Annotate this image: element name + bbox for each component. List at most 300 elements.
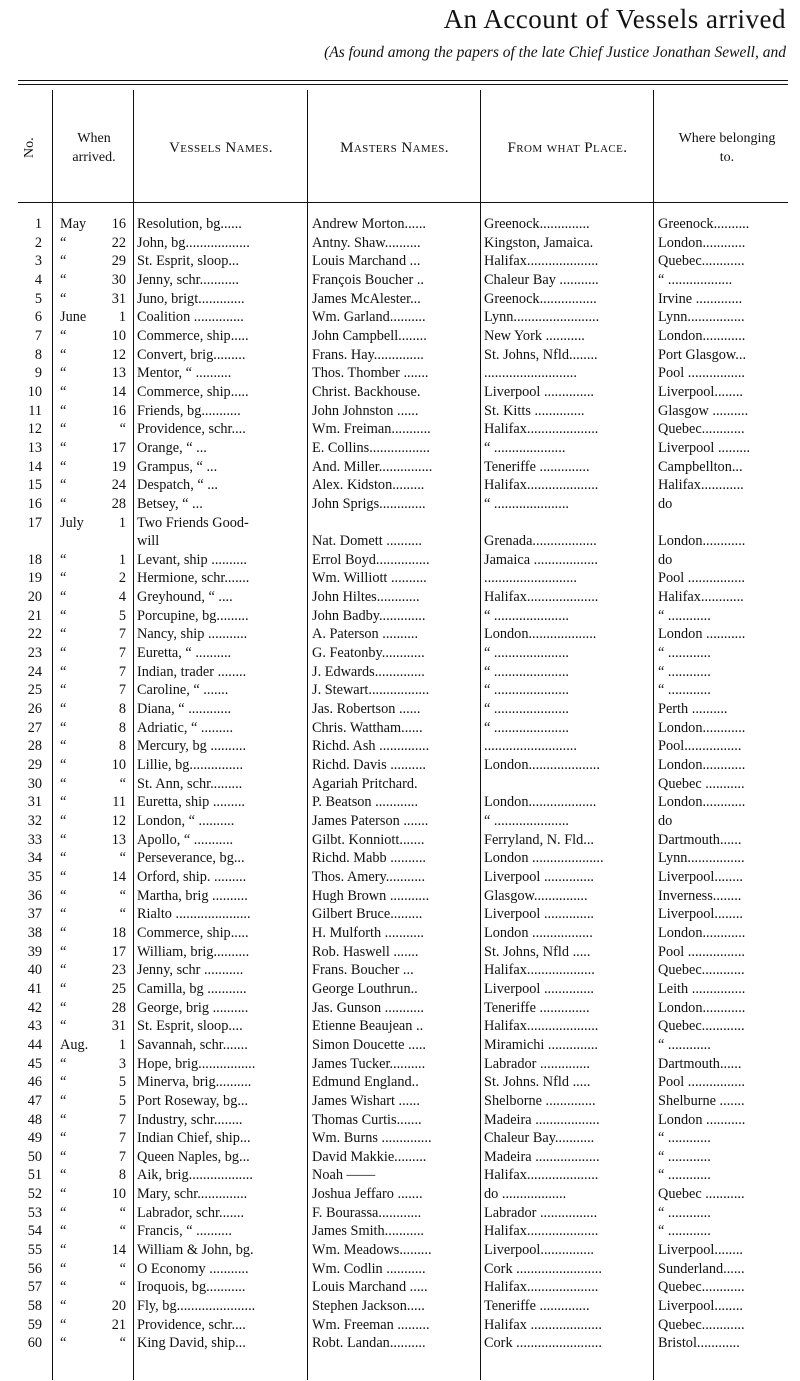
from-place: Halifax.................... — [484, 477, 599, 494]
arrival-day: 3 — [118, 1055, 126, 1072]
arrival-day: 10 — [111, 1186, 126, 1203]
table-row — [0, 1129, 800, 1148]
master-name: Jas. Gunson ........... — [312, 999, 424, 1016]
vessel-name: Despatch, “ ... — [137, 477, 218, 494]
vessel-name: Lillie, bg............... — [137, 757, 244, 774]
master-name: Joshua Jeffaro ....... — [312, 1186, 423, 1203]
vessel-name: Orford, ship. ......... — [137, 868, 247, 885]
belonging-to: Quebec............ — [658, 253, 745, 270]
master-name: P. Beatson ............ — [312, 794, 419, 811]
arrival-day: “ — [119, 1204, 126, 1221]
arrival-month: “ — [60, 477, 67, 494]
arrival-month: “ — [60, 1130, 67, 1147]
table-row — [0, 737, 800, 756]
arrival-month: “ — [60, 663, 67, 680]
from-place: Halifax.................... — [484, 1223, 599, 1240]
table-row — [0, 1166, 800, 1185]
master-name: Hugh Brown ........... — [312, 887, 430, 904]
arrival-month: “ — [60, 234, 67, 251]
row-number: 8 — [34, 346, 42, 363]
vessel-name: Greyhound, “ .... — [137, 589, 233, 606]
arrival-day: 29 — [111, 253, 126, 270]
vessel-name: St. Esprit, sloop... — [137, 253, 240, 270]
row-number: 37 — [27, 906, 42, 923]
row-number: 43 — [27, 1018, 42, 1035]
master-name: John Sprigs............. — [312, 495, 426, 512]
vessel-name: St. Ann, schr......... — [137, 775, 243, 792]
arrival-day: 5 — [118, 1092, 126, 1109]
belonging-to: Liverpool........ — [658, 1242, 743, 1259]
arrival-month: “ — [60, 589, 67, 606]
arrival-month: “ — [60, 980, 67, 997]
arrival-month: “ — [60, 1279, 67, 1296]
table-row — [0, 495, 800, 514]
row-number: 12 — [27, 421, 42, 438]
from-place: Teneriffe .............. — [484, 458, 590, 475]
master-name: Gilbt. Konniott....... — [312, 831, 425, 848]
belonging-to: Pool ................ — [658, 570, 745, 587]
vessel-name: Euretta, “ .......... — [137, 645, 232, 662]
vessel-name: Martha, brig .......... — [137, 887, 248, 904]
arrival-month: “ — [60, 831, 67, 848]
arrival-day: 19 — [111, 458, 126, 475]
row-number: 17 — [27, 514, 42, 531]
from-place: Halifax................... — [484, 962, 595, 979]
master-name: Chris. Wattham...... — [312, 719, 423, 736]
belonging-to: “ ............ — [658, 682, 711, 699]
arrival-day: 28 — [111, 999, 126, 1016]
arrival-day: 8 — [118, 701, 126, 718]
arrival-day: 14 — [111, 1242, 126, 1259]
vessel-name: Betsey, “ ... — [137, 495, 203, 512]
master-name: Etienne Beaujean .. — [312, 1018, 424, 1035]
row-number: 48 — [27, 1111, 42, 1128]
header-where-belonging: Where belonging to. — [678, 131, 776, 165]
from-place: Kingston, Jamaica. — [484, 234, 594, 251]
master-name: Alex. Kidston......... — [312, 477, 425, 494]
arrival-month: “ — [60, 719, 67, 736]
belonging-to: “ ............ — [658, 645, 711, 662]
table-row — [0, 551, 800, 570]
from-place: Liverpool .............. — [484, 868, 594, 885]
row-number: 23 — [27, 645, 42, 662]
from-place: Ferryland, N. Fld... — [484, 831, 594, 848]
arrival-month: “ — [60, 757, 67, 774]
table-row — [0, 1092, 800, 1111]
master-name: Richd. Davis .......... — [312, 757, 426, 774]
arrival-day: 1 — [118, 1036, 126, 1053]
from-place: “ ..................... — [484, 663, 569, 680]
table-row — [0, 1204, 800, 1223]
table-row — [0, 1017, 800, 1036]
belonging-to: “ ............ — [658, 1148, 711, 1165]
arrival-month: “ — [60, 1074, 67, 1091]
belonging-to: “ ............ — [658, 663, 711, 680]
arrival-day: 22 — [111, 234, 126, 251]
row-number: 7 — [34, 327, 42, 344]
vessel-name: Providence, schr.... — [137, 1316, 246, 1333]
row-number: 21 — [27, 607, 42, 624]
arrival-month: “ — [60, 1148, 67, 1165]
from-place: Madeira .................. — [484, 1111, 600, 1128]
master-name: Louis Marchand ..... — [312, 1279, 428, 1296]
master-name: Richd. Mabb .......... — [312, 850, 426, 867]
vessel-name: Port Roseway, bg... — [137, 1092, 249, 1109]
master-name: John Johnston ...... — [312, 402, 419, 419]
master-name: John Campbell........ — [312, 327, 427, 344]
belonging-to: Greenock.......... — [658, 216, 750, 232]
table-row — [0, 458, 800, 477]
master-name: Louis Marchand ... — [312, 253, 421, 270]
master-name: David Makkie......... — [312, 1148, 427, 1165]
vessel-name: Nancy, ship ........... — [137, 626, 248, 643]
row-number: 14 — [27, 458, 42, 475]
belonging-to: do — [658, 813, 673, 829]
arrival-day: “ — [119, 421, 126, 438]
master-name: Thomas Curtis....... — [312, 1111, 422, 1128]
vessel-name: Queen Naples, bg... — [137, 1148, 250, 1165]
master-name: Thos. Thomber ....... — [312, 365, 429, 382]
arrival-month: “ — [60, 794, 67, 811]
vessel-name: Friends, bg........... — [137, 402, 241, 419]
master-name: Wm. Meadows......... — [312, 1242, 432, 1259]
top-rule-double — [18, 84, 788, 85]
belonging-to: Lynn................ — [658, 309, 745, 326]
arrival-month: “ — [60, 327, 67, 344]
table-row — [0, 346, 800, 365]
header-when-arrived: When arrived. — [72, 131, 116, 165]
vessel-name: Minerva, brig.......... — [137, 1074, 252, 1091]
belonging-to: Quebec............ — [658, 1316, 745, 1333]
table-row — [0, 831, 800, 850]
belonging-to: “ ............ — [658, 1167, 711, 1184]
belonging-to: Dartmouth...... — [658, 831, 742, 848]
table-row — [0, 532, 800, 551]
from-place: Labrador ................ — [484, 1204, 598, 1221]
table-row — [0, 644, 800, 663]
belonging-to: do — [658, 551, 673, 568]
from-place: .......................... — [484, 738, 577, 755]
vessel-name: William & John, bg. — [137, 1242, 254, 1259]
from-place: St. Johns. Nfld ..... — [484, 1074, 591, 1091]
row-number: 59 — [27, 1316, 42, 1333]
table-row — [0, 1185, 800, 1204]
master-name: Christ. Backhouse. — [312, 383, 421, 400]
vessel-name: Coalition .............. — [137, 309, 244, 326]
vessel-name: Mercury, bg .......... — [137, 738, 247, 755]
from-place: St. Kitts .............. — [484, 402, 585, 419]
table-row — [0, 234, 800, 253]
table-row — [0, 868, 800, 887]
table-row — [0, 383, 800, 402]
from-place: Halifax.................... — [484, 1018, 599, 1035]
arrival-month: “ — [60, 813, 67, 829]
vessel-name: King David, ship... — [137, 1335, 246, 1352]
belonging-to: Pool ................ — [658, 943, 745, 960]
from-place: London................... — [484, 626, 597, 643]
row-number: 54 — [27, 1223, 42, 1240]
arrival-day: 13 — [111, 831, 126, 848]
belonging-to: Quebec............ — [658, 421, 745, 438]
arrival-month: “ — [60, 1335, 67, 1352]
from-place: Glasgow............... — [484, 887, 588, 904]
table-row — [0, 327, 800, 346]
arrival-day: 8 — [118, 719, 126, 736]
arrival-month: May — [60, 216, 87, 232]
arrival-day: 12 — [111, 813, 126, 829]
from-place: “ ..................... — [484, 645, 569, 662]
from-place: Labrador .............. — [484, 1055, 591, 1072]
arrival-month: “ — [60, 551, 67, 568]
vessel-name: Euretta, ship ......... — [137, 794, 246, 811]
table-row — [0, 290, 800, 309]
row-number: 40 — [27, 962, 42, 979]
master-name: J. Edwards.............. — [312, 663, 425, 680]
row-number: 11 — [28, 402, 42, 419]
vessel-name: Camilla, bg ........... — [137, 980, 247, 997]
from-place: London.................... — [484, 757, 600, 774]
master-name: Antny. Shaw.......... — [312, 234, 421, 251]
belonging-to: Pool ................ — [658, 365, 745, 382]
header-masters-names: Masters Names. — [340, 139, 449, 156]
master-name: François Boucher .. — [312, 271, 424, 288]
from-place: Greenock................ — [484, 290, 597, 307]
table-row — [0, 793, 800, 812]
master-name: Rob. Haswell ....... — [312, 943, 419, 960]
row-number: 38 — [27, 924, 42, 941]
row-number: 13 — [27, 439, 42, 456]
master-name: F. Bourassa............ — [312, 1204, 422, 1221]
table-row — [0, 1278, 800, 1297]
from-place: Shelborne .............. — [484, 1092, 596, 1109]
arrival-day: “ — [119, 906, 126, 923]
arrival-month: June — [60, 309, 87, 326]
table-row — [0, 514, 800, 533]
belonging-to: Leith ............... — [658, 980, 746, 997]
table-row — [0, 1055, 800, 1074]
belonging-to: Quebec............ — [658, 962, 745, 979]
master-name: J. Stewart................. — [312, 682, 430, 699]
belonging-to: Campbellton... — [658, 458, 743, 475]
arrival-month: “ — [60, 962, 67, 979]
row-number: 1 — [34, 216, 42, 232]
belonging-to: Shelburne ....... — [658, 1092, 745, 1109]
arrival-month: “ — [60, 383, 67, 400]
row-number: 60 — [27, 1335, 42, 1352]
table-row — [0, 1111, 800, 1130]
arrival-month: “ — [60, 458, 67, 475]
from-place: Chaleur Bay........... — [484, 1130, 595, 1147]
vessel-name: Commerce, ship..... — [137, 924, 249, 941]
belonging-to: Liverpool........ — [658, 1298, 743, 1315]
vessel-name: John, bg.................. — [137, 234, 250, 251]
row-number: 5 — [34, 290, 42, 307]
row-number: 47 — [27, 1092, 42, 1109]
belonging-to: Glasgow .......... — [658, 402, 749, 419]
row-number: 46 — [27, 1074, 42, 1091]
belonging-to: Pool ................ — [658, 1074, 745, 1091]
arrival-month: “ — [60, 1111, 67, 1128]
master-name: Frans. Boucher ... — [312, 962, 414, 979]
arrival-day: 7 — [118, 1130, 126, 1147]
vessel-name: Hope, brig................ — [137, 1055, 256, 1072]
from-place: “ ..................... — [484, 682, 569, 699]
arrival-month: “ — [60, 1242, 67, 1259]
table-row — [0, 924, 800, 943]
arrival-day: 30 — [111, 271, 126, 288]
from-place: Greenock.............. — [484, 216, 590, 232]
row-number: 4 — [34, 271, 42, 288]
table-row — [0, 271, 800, 290]
from-place: “ ..................... — [484, 607, 569, 624]
vessel-name: Savannah, schr....... — [137, 1036, 248, 1053]
arrival-month: “ — [60, 1204, 67, 1221]
vessel-name: Francis, “ .......... — [137, 1223, 232, 1240]
table-row — [0, 215, 800, 234]
from-place: “ ..................... — [484, 813, 569, 829]
belonging-to: London............ — [658, 794, 746, 811]
from-place: Jamaica .................. — [484, 551, 598, 568]
arrival-month: “ — [60, 271, 67, 288]
table-row — [0, 681, 800, 700]
table-row — [0, 1241, 800, 1260]
vessel-name: George, brig .......... — [137, 999, 249, 1016]
row-number: 2 — [34, 234, 42, 251]
from-place: “ ..................... — [484, 719, 569, 736]
arrival-day: 12 — [111, 346, 126, 363]
table-row — [0, 1297, 800, 1316]
arrival-day: 5 — [118, 1074, 126, 1091]
master-name: James Wishart ...... — [312, 1092, 420, 1109]
from-place: Grenada.................. — [484, 533, 597, 550]
row-number: 24 — [27, 663, 42, 680]
belonging-to: “ ............ — [658, 1130, 711, 1147]
vessel-name: Diana, “ ............ — [137, 701, 232, 718]
from-place: St. Johns, Nfld ..... — [484, 943, 591, 960]
header-no: No. — [22, 137, 37, 158]
arrival-day: 25 — [111, 980, 126, 997]
from-place: .......................... — [484, 570, 577, 587]
arrival-day: 20 — [111, 1298, 126, 1315]
arrival-month: “ — [60, 495, 67, 512]
row-number: 31 — [27, 794, 42, 811]
vessel-name: Commerce, ship..... — [137, 383, 249, 400]
table-row — [0, 364, 800, 383]
belonging-to: “ ............ — [658, 1223, 711, 1240]
arrival-month: “ — [60, 1055, 67, 1072]
row-number: 16 — [27, 495, 42, 512]
belonging-to: Lynn................ — [658, 850, 745, 867]
arrival-month: “ — [60, 1316, 67, 1333]
header-from-what-place: From what Place. — [507, 139, 628, 156]
arrival-month: “ — [60, 253, 67, 270]
master-name: Wm. Burns .............. — [312, 1130, 432, 1147]
from-place: Halifax.................... — [484, 1279, 599, 1296]
from-place: Halifax.................... — [484, 589, 599, 606]
table-row — [0, 887, 800, 906]
belonging-to: London............ — [658, 234, 746, 251]
from-place: New York ........... — [484, 327, 585, 344]
arrival-day: 5 — [118, 607, 126, 624]
from-place: Cork ........................ — [484, 1260, 602, 1277]
table-row — [0, 980, 800, 999]
belonging-to: Pool................ — [658, 738, 742, 755]
master-name: Andrew Morton...... — [312, 216, 426, 232]
arrival-day: 13 — [111, 365, 126, 382]
arrival-month: “ — [60, 421, 67, 438]
arrival-day: 7 — [118, 663, 126, 680]
table-row — [0, 607, 800, 626]
arrival-month: “ — [60, 365, 67, 382]
arrival-day: 7 — [118, 626, 126, 643]
table-row — [0, 905, 800, 924]
belonging-to: Liverpool........ — [658, 868, 743, 885]
from-place: Halifax.................... — [484, 421, 599, 438]
belonging-to: Liverpool........ — [658, 383, 743, 400]
table-row — [0, 439, 800, 458]
table-row — [0, 775, 800, 794]
table-row — [0, 719, 800, 738]
row-number: 27 — [27, 719, 42, 736]
arrival-month: “ — [60, 701, 67, 718]
vessel-name: Jenny, schr........... — [137, 271, 239, 288]
master-name: Richd. Ash .............. — [312, 738, 430, 755]
master-name: James Smith........... — [312, 1223, 424, 1240]
arrival-day: “ — [119, 1279, 126, 1296]
arrival-day: 31 — [111, 1018, 126, 1035]
belonging-to: “ ............ — [658, 607, 711, 624]
vessel-name: Levant, ship .......... — [137, 551, 247, 568]
master-name: Wm. Williott .......... — [312, 570, 427, 587]
from-place: “ ..................... — [484, 701, 569, 718]
header-vessels-names: Vessels Names. — [169, 139, 273, 156]
arrival-month: “ — [60, 1298, 67, 1315]
belonging-to: Dartmouth...... — [658, 1055, 742, 1072]
arrival-month: “ — [60, 943, 67, 960]
table-row — [0, 420, 800, 439]
table-row — [0, 943, 800, 962]
arrival-day: 21 — [111, 1316, 126, 1333]
header-rule — [18, 202, 788, 203]
belonging-to: Inverness........ — [658, 887, 742, 904]
from-place: Madeira .................. — [484, 1148, 600, 1165]
master-name: Jas. Robertson ...... — [312, 701, 421, 718]
belonging-to: Quebec ........... — [658, 775, 745, 792]
vessel-name: Mentor, “ .......... — [137, 365, 232, 382]
belonging-to: Halifax............ — [658, 589, 744, 606]
arrival-day: 8 — [118, 1167, 126, 1184]
master-name: George Louthrun.. — [312, 980, 418, 997]
belonging-to: Quebec ........... — [658, 1186, 745, 1203]
vessel-name: O Economy ........... — [137, 1260, 249, 1277]
arrival-day: 16 — [111, 402, 126, 419]
arrival-month: “ — [60, 290, 67, 307]
belonging-to: Liverpool ......... — [658, 439, 751, 456]
belonging-to: London............ — [658, 719, 746, 736]
master-name: John Hiltes............ — [312, 589, 420, 606]
arrival-day: 10 — [111, 327, 126, 344]
master-name: Stephen Jackson..... — [312, 1298, 425, 1315]
table-row — [0, 700, 800, 719]
table-row — [0, 1334, 800, 1353]
master-name: Nat. Domett .......... — [312, 533, 422, 550]
arrival-day: 7 — [118, 645, 126, 662]
belonging-to: Liverpool........ — [658, 906, 743, 923]
arrival-month: “ — [60, 607, 67, 624]
master-name: Edmund England.. — [312, 1074, 419, 1091]
vessel-name: London, “ .......... — [137, 813, 235, 829]
master-name: A. Paterson .......... — [312, 626, 419, 643]
